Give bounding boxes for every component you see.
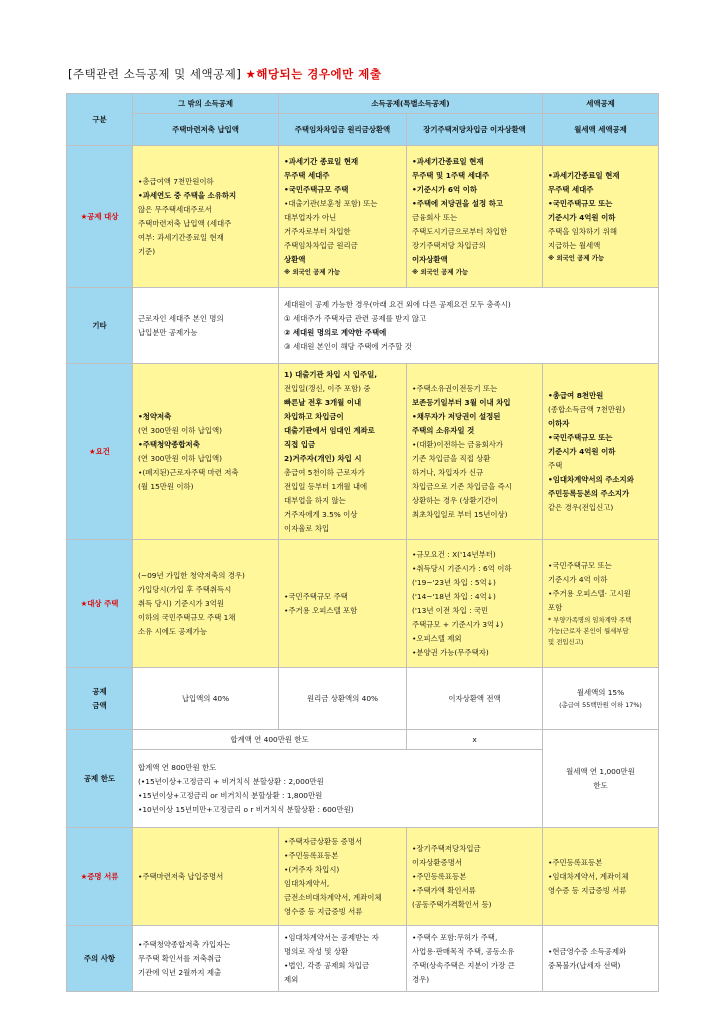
text-line: •국민주택규모 또는 (548, 561, 612, 570)
text-line: 기준) (138, 246, 156, 256)
header-group-income: 소득공제(특별소득공제) (279, 94, 543, 114)
text-line: 주택도시기금으로부터 차입한 (412, 227, 508, 236)
text-line: 전입일 등부터 1개월 내에 (284, 481, 368, 491)
text-line: 주택임차차입금 원리금 (284, 241, 358, 250)
text-line: (•15년이상+고정금리 + 비거치식 분할상환 : 2,000만원 (138, 776, 324, 786)
text-line: •주택가액 확인서류 (412, 885, 476, 895)
text-line: 명의로 작성 및 상환 (284, 946, 349, 956)
text-line: (총급여 55백만원 이하 17%) (559, 701, 642, 709)
caution-col3 (407, 926, 543, 992)
text-line: 이하의 국민주택규모 주택 1채 (138, 612, 236, 622)
header-gubun: 구분 (67, 94, 133, 146)
target-col2 (279, 146, 407, 288)
text-line: •오피스텔 제외 (412, 633, 462, 643)
text-line: 무주택 및 1주택 세대주 (412, 171, 490, 180)
docs-col1: •주택마련저축 납입증명서 (133, 828, 279, 926)
text-line: 거주자에게 3.5% 이상 (284, 509, 358, 519)
text-line: 지급하는 월세액 (548, 241, 601, 250)
text-line: •주택소유권이전등기 또는 (412, 383, 498, 393)
header-col1: 주택마련저축 납입액 (133, 114, 279, 146)
header-group-other: 그 밖의 소득공제 (133, 94, 279, 114)
text-line: •국민주택규모 또는 (548, 432, 613, 442)
text-line: 주택(상속주택은 지분이 가장 큰 (412, 960, 515, 970)
text-line: •법인, 각종 공제회 차입금 (284, 960, 370, 970)
title-note: ★해당되는 경우에만 제출 (245, 67, 382, 81)
row-label-docs: ★증명 서류 (67, 828, 133, 926)
text-line: 기관에 익년 2월까지 제출 (138, 967, 222, 977)
requirement-col4 (543, 364, 659, 540)
text-line: 주택 (548, 460, 563, 470)
text-line: 월세액의 15% (576, 688, 625, 697)
text-line: 납입분만 공제가능 (138, 327, 198, 337)
text-line: •(거주자 차입시) (284, 864, 340, 874)
text-line: ② 세대원 명의로 계약한 주택에 (284, 327, 387, 337)
row-label-etc: 기타 (67, 288, 133, 364)
text-line: 보존등기일부터 3월 이내 차입 (412, 397, 511, 407)
text-line: •과세연도 중 주택을 소유하지 (138, 190, 237, 200)
text-line: ③ 세대원 본인이 해당 주택에 거주할 것 (284, 341, 412, 351)
docs-col3 (407, 828, 543, 926)
text-line: 차입금으로 기존 차입금을 즉시 (412, 481, 512, 491)
text-line: 무주택 확인서를 저축취급 (138, 953, 222, 963)
rate-col2: 원리금 상환액의 40% (279, 668, 407, 730)
text-line: 하거나, 차입자가 신규 (412, 467, 484, 477)
text-line: ※ 외국인 공제 가능 (548, 254, 605, 262)
text-line: 대부업자가 아닌 (284, 213, 337, 222)
text-line: •채무자가 저당권이 설정된 (412, 411, 501, 421)
text-line: 기준시가 4억 이하 (548, 575, 608, 584)
text-line: •주거용 오피스텔 포함 (284, 605, 358, 615)
text-line: •장기주택저당차입금 (412, 843, 481, 853)
text-line: •대출기관(보훈청 포함) 또는 (284, 199, 378, 208)
text-line: 근로자인 세대주 본인 명의 (138, 313, 224, 323)
target-col4 (543, 146, 659, 288)
text-line: •분양권 가능(무주택자) (412, 647, 489, 657)
text-line: •주거용 오피스텔· 고시원 (548, 589, 631, 598)
house-col1 (133, 540, 279, 668)
limit-top: 합계액 연 400만원 한도 (133, 730, 407, 750)
limit-top-x: x (407, 730, 543, 750)
text-line: 임대차계약서, (284, 878, 330, 888)
text-line: (월 15만원 이하) (138, 481, 194, 491)
text-line: •총급여액 7천만원이하 (138, 176, 214, 186)
caution-col1 (133, 926, 279, 992)
text-line: 가능(근로자 본인이 월세부담 (548, 627, 629, 635)
text-line: 영수증 등 지급증빙 서류 (284, 906, 363, 916)
text-line: •(대환)이전하는 금융회사가 (412, 439, 504, 449)
target-col1 (133, 146, 279, 288)
text-line: 대출기관에서 임대인 계좌로 (284, 425, 375, 435)
row-label-requirement: ★요건 (67, 364, 133, 540)
text-line: •주택수 포함:무허가 주택, (412, 932, 498, 942)
text-line: ('19~'23년 차입 : 5억↓) (412, 577, 496, 587)
text-line: 최초차입일로 부터 15년이상) (412, 509, 508, 519)
requirement-col1 (133, 364, 279, 540)
house-col3 (407, 540, 543, 668)
text-line: 차입하고 차입금이 (284, 411, 344, 421)
rate-col3: 이자상환액 전액 (407, 668, 543, 730)
text-line: (연 300만원 이하 납입액) (138, 453, 223, 463)
text-line: 월세액 연 1,000만원 (566, 766, 635, 776)
text-line: 기존 차입금을 직접 상환 (412, 453, 491, 463)
text-line: •규모요건 : X('14년부터) (412, 549, 496, 559)
text-line: 이자율로 차입 (284, 523, 330, 533)
text-line: •국민주택규모 또는 (548, 199, 613, 208)
limit-col4 (543, 730, 659, 828)
text-line: 한도 (593, 780, 608, 790)
text-line: 가입당시(가입 후 주택취득시 (138, 584, 232, 594)
header-col3: 장기주택저당차입금 이자상환액 (407, 114, 543, 146)
text-line: •(폐지된)근로자주택 마련 저축 (138, 467, 239, 477)
text-line: 주택규모 + 기준시가 3억↓) (412, 619, 504, 629)
text-line: 같은 경우(전입신고) (548, 502, 614, 512)
text-line: 이자상환증명서 (412, 857, 462, 867)
text-line: 세대원이 공제 가능한 경우(아래 요건 외에 다른 공제요건 모두 충족시) (284, 299, 511, 309)
text-line: (연 300만원 이하 납입액) (138, 425, 223, 435)
target-col3 (407, 146, 543, 288)
text-line: •취득당시 기준시가 : 6억 이하 (412, 563, 512, 573)
etc-merged (279, 288, 659, 364)
text-line: 거주자로부터 차입한 (284, 227, 351, 236)
text-line: 대부업을 하지 않는 (284, 495, 346, 505)
text-line: 주택마련저축 납입액 (세대주 (138, 218, 232, 228)
text-line: 주민등록등본의 주소지가 (548, 488, 630, 498)
text-line: 금전소비대차계약서, 계좌이체 (284, 892, 382, 902)
text-line: •임대차계약서는 공제받는 자 (284, 932, 379, 942)
text-line: 2)거주자(개인) 차입 시 (284, 453, 362, 463)
text-line: •주민등록표등본 (412, 871, 467, 881)
caution-col4 (543, 926, 659, 992)
text-line: •과세기간종료일 현재 (548, 171, 620, 180)
text-line: 직접 입금 (284, 439, 316, 449)
header-col2: 주택임차차입금 원리금상환액 (279, 114, 407, 146)
text-line: •주택청약종합저축 (138, 439, 200, 449)
limit-bottom (133, 750, 543, 828)
rate-col4 (543, 668, 659, 730)
text-line: •주민등록표등본 (548, 857, 603, 867)
text-line: •주택청약종합저축 가입자는 (138, 939, 231, 949)
text-line: •총급여 8천만원 (548, 390, 604, 400)
text-line: ※ 외국인 공제 가능 (284, 268, 341, 276)
text-line: 상환하는 경우 (상환기간이 (412, 495, 499, 505)
text-line: 합계액 연 800만원 한도 (138, 762, 217, 772)
docs-col2 (279, 828, 407, 926)
text-line: •주택에 저당권을 설정 하고 (412, 199, 503, 208)
text-line: 중복불가(납세자 선택) (548, 960, 621, 970)
text-line: ※ 외국인 공제 가능 (412, 268, 469, 276)
row-label-rate (67, 668, 133, 730)
text-line: 않은 무주택세대주로서 (138, 204, 212, 214)
text-line: •현금영수증 소득공제와 (548, 946, 627, 956)
text-line: 제외 (284, 974, 299, 984)
text-line: •과세기간종료일 현재 (412, 157, 484, 166)
text-line: •주택자금상환등 증명서 (284, 836, 363, 846)
text-line: •10년이상 15년미만+고정금리 o r 비거치식 분할상환 : 600만원) (138, 804, 354, 814)
text-line: 총급여 5천이하 근로자가 (284, 467, 365, 477)
caution-col2 (279, 926, 407, 992)
text-line: 공제 금액 (92, 686, 107, 710)
text-line: 무주택 세대주 (548, 185, 594, 194)
document-title (68, 66, 381, 82)
text-line: (~09년 가입한 청약저축의 경우) (138, 570, 245, 580)
row-label-limit: 공제 한도 (67, 730, 133, 828)
header-col4: 월세액 세액공제 (543, 114, 659, 146)
text-line: 소유 시에도 공제가능 (138, 626, 207, 636)
text-line: ① 세대주가 주택자금 관련 공제를 받지 않고 (284, 313, 427, 323)
docs-col4 (543, 828, 659, 926)
text-line: 기준시가 4억원 이하 (548, 213, 616, 222)
text-line: * 부양가족명의 임차계약 주택 (548, 616, 632, 624)
text-line: 주택의 소유자일 것 (412, 425, 475, 435)
requirement-col3 (407, 364, 543, 540)
text-line: •임대차계약서, 계좌이체 (548, 871, 629, 881)
title-main: [주택관련 소득공제 및 세액공제] (68, 67, 242, 81)
house-col4 (543, 540, 659, 668)
text-line: 여부: 과세기간종료일 현재 (138, 232, 224, 242)
text-line: 사업용·판매목적 주택, 공동소유 (412, 946, 515, 956)
text-line: •국민주택규모 주택 (284, 185, 349, 194)
row-label-house: ★대상 주택 (67, 540, 133, 668)
text-line: 및 전입신고) (548, 638, 584, 646)
text-line: 전입일(갱신, 이주 포함) 중 (284, 383, 371, 393)
text-line: •청약저축 (138, 411, 172, 421)
text-line: 포함 (548, 603, 563, 612)
text-line: (종합소득금액 7천만원) (548, 404, 626, 414)
text-line: 기준시가 4억원 이하 (548, 446, 616, 456)
requirement-col2 (279, 364, 407, 540)
row-label-target: ★공제 대상 (67, 146, 133, 288)
text-line: •주민등록표등본 (284, 850, 339, 860)
house-col2 (279, 540, 407, 668)
text-line: •국민주택규모 주택 (284, 591, 348, 601)
text-line: (공동주택가격확인서 등) (412, 899, 492, 909)
text-line: •과세기간 종료일 현재 (284, 157, 359, 166)
header-group-tax: 세액공제 (543, 94, 659, 114)
text-line: 무주택 세대주 (284, 171, 330, 180)
text-line: 취득 당시) 기준시가 3억원 (138, 598, 225, 608)
etc-col1 (133, 288, 279, 364)
text-line: 빠른날 전후 3개월 이내 (284, 397, 362, 407)
text-line: ('14~'18년 차입 : 4억↓) (412, 591, 496, 601)
text-line: •기준시가 6억 이하 (412, 185, 477, 194)
row-label-caution: 주의 사항 (67, 926, 133, 992)
text-line: 장기주택저당 차입금의 (412, 241, 486, 250)
text-line: 이자상환액 (412, 255, 448, 264)
text-line: 1) 대출기관 차입 시 입주일, (284, 369, 378, 379)
text-line: 금융회사 또는 (412, 213, 458, 222)
rate-col1: 납입액의 40% (133, 668, 279, 730)
deduction-table (66, 93, 659, 992)
text-line: •임대차계약서의 주소지와 (548, 474, 634, 484)
text-line: 주택을 임차하기 위해 (548, 227, 617, 236)
text-line: 영수증 등 지급증빙 서류 (548, 885, 627, 895)
text-line: 경우) (412, 974, 430, 984)
text-line: ('13년 이전 차입 : 국민 (412, 605, 489, 615)
text-line: 이하자 (548, 418, 570, 428)
text-line: •15년이상+고정금리 or 비거치식 분할상환 : 1,800만원 (138, 790, 323, 800)
text-line: 상환액 (284, 255, 306, 264)
